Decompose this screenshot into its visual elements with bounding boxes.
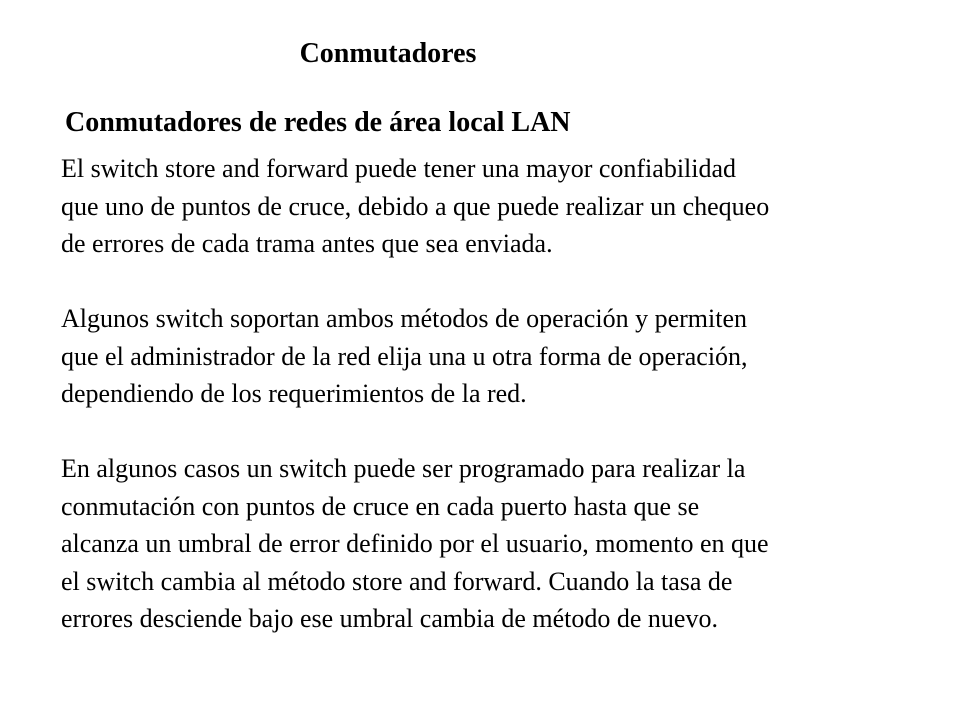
paragraph-line: Algunos switch soportan ambos métodos de operación y permiten (61, 304, 747, 333)
paragraph-line: alcanza un umbral de error definido por el usuario, momento en que (61, 529, 769, 558)
paragraph-line: conmutación con puntos de cruce en cada puerto hasta que se (61, 491, 700, 521)
paragraph-line: errores desciende bajo ese umbral cambia de método de nuevo. (61, 604, 718, 633)
paragraph-3 (61, 450, 941, 638)
paragraph-2 (61, 300, 941, 413)
paragraph-line: dependiendo de los requerimientos de la red. (61, 379, 527, 408)
slide-title: Conmutadores (299, 38, 477, 69)
paragraph-line: que el administrador de la red elija una u otra forma de operación, (61, 341, 748, 371)
paragraph-line: En algunos casos un switch puede ser programado para realizar la (61, 454, 746, 483)
paragraph-line: El switch store and forward puede tener una mayor confiabilidad (61, 154, 737, 183)
paragraph-line: que uno de puntos de cruce, debido a que puede realizar un chequeo (61, 191, 770, 221)
paragraph-line: el switch cambia al método store and forward. Cuando la tasa de (61, 566, 733, 596)
slide-body (61, 150, 941, 675)
slide-subtitle: Conmutadores de redes de área local LAN (65, 107, 571, 138)
paragraph-1 (61, 150, 941, 263)
paragraph-line: de errores de cada trama antes que sea enviada. (61, 229, 553, 258)
